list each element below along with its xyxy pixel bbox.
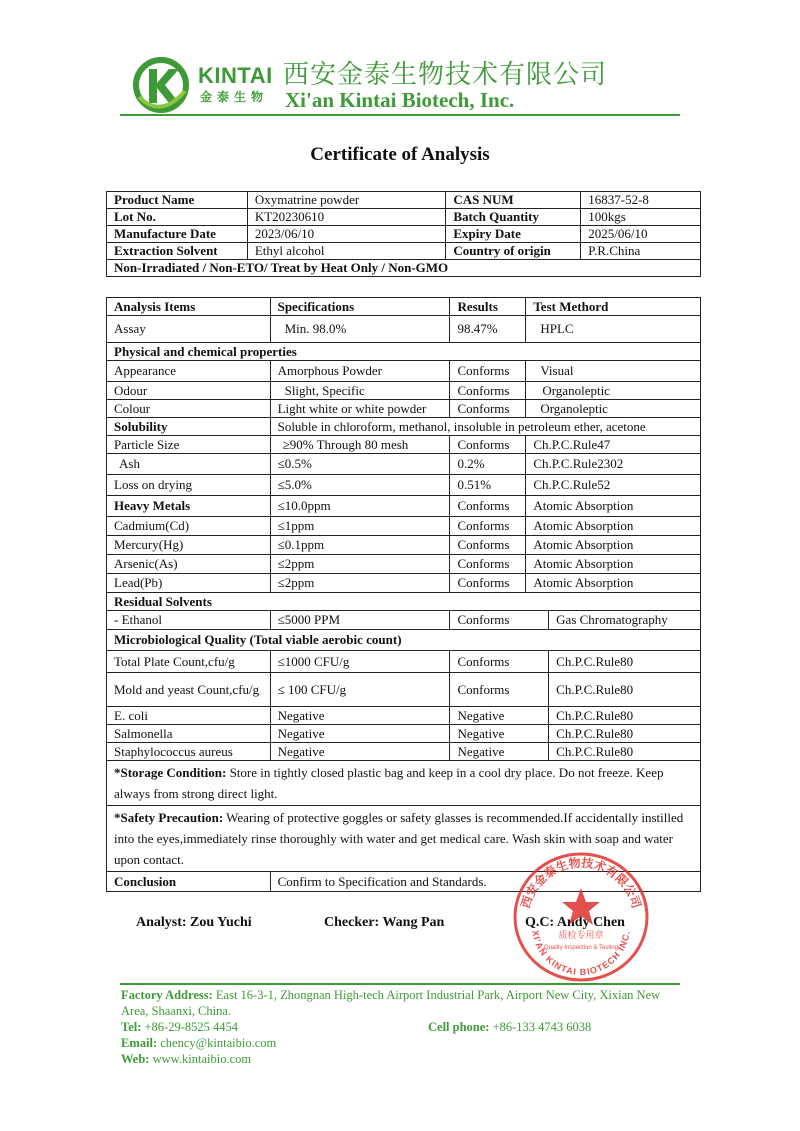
result-cell: Conforms [450,651,549,673]
item-cell: Mercury(Hg) [107,536,271,555]
table-row [107,226,701,243]
result-cell: 98.47% [450,316,526,343]
svg-text:XI'AN KINTAI BIOTECH INC.: XI'AN KINTAI BIOTECH INC. [530,929,632,978]
section-heading: Microbiological Quality (Total viable aerobic count) [107,630,701,651]
cell-value: +86-133 4743 6038 [492,1020,592,1034]
section-row [107,593,701,611]
spec-cell: ≥90% Through 80 mesh [270,436,450,454]
result-cell: Conforms [450,611,549,630]
info-label: Lot No. [107,209,248,226]
section-row [107,343,701,361]
spec-cell: Negative [270,725,450,743]
analysis-table [106,297,701,892]
result-cell: Conforms [450,555,526,574]
info-label: Product Name [107,192,248,209]
item-cell: Colour [107,400,271,418]
result-cell: Conforms [450,574,526,593]
result-cell: Conforms [450,436,526,454]
spec-cell: Min. 98.0% [270,316,450,343]
spec-cell: Slight, Specific [270,382,450,400]
spec-cell: ≤2ppm [270,574,450,593]
table-row [107,382,701,400]
company-seal-icon [510,850,652,985]
web-link[interactable]: www.kintaibio.com [152,1052,252,1066]
method-cell: Atomic Absorption [526,496,701,517]
checker-signature: Checker: Wang Pan [324,915,445,930]
company-name-en: Xi'an Kintai Biotech, Inc. [285,88,515,112]
table-row [107,707,701,725]
table-row [107,475,701,496]
storage-text: Store in tightly closed plastic bag and keep in a cool dry place. Do not freeze. Keep always from strong direct light. [114,765,664,801]
method-cell: Organoleptic [526,382,701,400]
column-header: Test Methord [526,298,701,316]
info-label: Manufacture Date [107,226,248,243]
method-cell: Atomic Absorption [526,555,701,574]
item-cell: Ash [107,454,271,475]
table-row [107,243,701,260]
cell-label: Cell phone: [428,1020,490,1034]
kintai-logo-icon [133,57,193,113]
table-row [107,316,701,343]
result-cell: Conforms [450,673,549,707]
table-row [107,192,701,209]
safety-text: Wearing of protective goggles or safety glasses is recommended.If accidentally instilled into the eyes,immediately rinse thoroughly with water and get medical care. Wash skin with soap and water upon contact. [114,810,684,867]
info-label: Country of origin [446,243,581,260]
item-cell: E. coli [107,707,271,725]
method-cell: Organoleptic [526,400,701,418]
table-row [107,743,701,761]
item-cell: Salmonella [107,725,271,743]
result-cell: Conforms [450,496,526,517]
item-cell: - Ethanol [107,611,271,630]
column-header: Specifications [270,298,450,316]
compliance-note: Non-Irradiated / Non-ETO/ Treat by Heat Only / Non-GMO [107,260,701,277]
header-divider [120,114,680,116]
spec-cell: Light white or white powder [270,400,450,418]
method-cell: Atomic Absorption [526,536,701,555]
table-header-row [107,298,701,316]
table-row [107,209,701,226]
result-cell: Negative [450,725,549,743]
info-label: Expiry Date [446,226,581,243]
svg-text:质检专用章: 质检专用章 [558,931,604,941]
method-cell: Ch.P.C.Rule80 [549,725,701,743]
method-cell: Ch.P.C.Rule47 [526,436,701,454]
result-cell: Conforms [450,361,526,382]
table-row [107,673,701,707]
info-value: 16837-52-8 [581,192,701,209]
table-row [107,611,701,630]
table-row [107,260,701,277]
method-cell: Visual [526,361,701,382]
svg-text:Quality Inspection & Testing: Quality Inspection & Testing [544,945,618,951]
item-cell: Solubility [107,418,271,436]
item-cell: Arsenic(As) [107,555,271,574]
storage-label: *Storage Condition: [114,765,227,780]
brand-name: KINTAI [198,63,273,88]
page-title: Certificate of Analysis [310,144,490,165]
section-heading: Residual Solvents [107,593,701,611]
section-heading: Physical and chemical properties [107,343,701,361]
table-row [107,555,701,574]
tel-label: Tel: [121,1020,142,1034]
item-cell: Cadmium(Cd) [107,517,271,536]
table-row [107,651,701,673]
factory-label: Factory Address: [121,988,213,1002]
info-label: CAS NUM [446,192,581,209]
table-row [107,517,701,536]
product-info-table [106,191,701,277]
info-value: P.R.China [581,243,701,260]
table-row [107,436,701,454]
method-cell: Ch.P.C.Rule2302 [526,454,701,475]
brand-name-cn: 金泰生物 [200,90,269,104]
analyst-signature: Analyst: Zou Yuchi [136,915,252,930]
email-link[interactable]: chency@kintaibio.com [160,1036,277,1050]
item-cell: Odour [107,382,271,400]
info-value: Oxymatrine powder [247,192,446,209]
table-row [107,725,701,743]
method-cell: Gas Chromatography [549,611,701,630]
footer-divider [120,983,680,985]
item-cell: Assay [107,316,271,343]
item-cell: Total Plate Count,cfu/g [107,651,271,673]
storage-condition [107,761,701,806]
web-line [121,1051,251,1067]
method-cell: Atomic Absorption [526,574,701,593]
svg-text:西安金泰生物技术有限公司: 西安金泰生物技术有限公司 [518,855,644,910]
item-cell: Appearance [107,361,271,382]
company-name-cn: 西安金泰生物技术有限公司 [283,60,608,90]
email-label: Email: [121,1036,158,1050]
info-value: 2023/06/10 [247,226,446,243]
spec-cell: Amorphous Powder [270,361,450,382]
spec-cell: ≤1ppm [270,517,450,536]
result-cell: Conforms [450,400,526,418]
section-row [107,630,701,651]
info-value: 2025/06/10 [581,226,701,243]
spec-cell: ≤0.5% [270,454,450,475]
tel-value: +86-29-8525 4454 [144,1020,238,1034]
info-value: Ethyl alcohol [247,243,446,260]
qc-signature: Q.C: Andy Chen [525,915,625,930]
table-row [107,496,701,517]
spec-cell: ≤5000 PPM [270,611,450,630]
spec-cell: ≤ 100 CFU/g [270,673,450,707]
spec-cell: ≤0.1ppm [270,536,450,555]
item-cell: Staphylococcus aureus [107,743,271,761]
item-cell: Lead(Pb) [107,574,271,593]
web-label: Web: [121,1052,150,1066]
cell-line [428,1019,591,1035]
table-row [107,761,701,806]
conclusion-label: Conclusion [107,872,271,892]
conclusion-text: Confirm to Specification and Standards. [270,872,700,892]
result-cell: 0.51% [450,475,526,496]
table-row [107,361,701,382]
info-label: Batch Quantity [446,209,581,226]
table-row [107,418,701,436]
spec-cell: ≤10.0ppm [270,496,450,517]
table-row [107,574,701,593]
factory-address [121,987,681,1019]
spec-cell: Negative [270,743,450,761]
method-cell: Ch.P.C.Rule52 [526,475,701,496]
spec-cell: ≤1000 CFU/g [270,651,450,673]
item-cell: Loss on drying [107,475,271,496]
item-cell: Mold and yeast Count,cfu/g [107,673,271,707]
column-header: Analysis Items [107,298,271,316]
spec-cell: ≤5.0% [270,475,450,496]
method-cell: Ch.P.C.Rule80 [549,651,701,673]
method-cell: Ch.P.C.Rule80 [549,743,701,761]
method-cell: Ch.P.C.Rule80 [549,707,701,725]
result-cell: Negative [450,743,549,761]
factory-address-text: East 16-3-1, Zhongnan High-tech Airport Industrial Park, Airport New City, Xixian New Area, Shaanxi, China. [121,988,661,1018]
item-cell: Heavy Metals [107,496,271,517]
item-cell: Particle Size [107,436,271,454]
method-cell: Ch.P.C.Rule80 [549,673,701,707]
result-cell: Negative [450,707,549,725]
safety-label: *Safety Precaution: [114,810,224,825]
info-label: Extraction Solvent [107,243,248,260]
tel-line [121,1019,238,1035]
result-cell: Conforms [450,517,526,536]
info-value: KT20230610 [247,209,446,226]
column-header: Results [450,298,526,316]
table-row [107,454,701,475]
email-line [121,1035,276,1051]
table-row [107,536,701,555]
result-cell: 0.2% [450,454,526,475]
result-cell: Conforms [450,382,526,400]
result-cell: Conforms [450,536,526,555]
method-cell: HPLC [526,316,701,343]
spec-cell: Negative [270,707,450,725]
info-value: 100kgs [581,209,701,226]
spec-cell: Soluble in chloroform, methanol, insoluble in petroleum ether, acetone [270,418,700,436]
method-cell: Atomic Absorption [526,517,701,536]
table-row [107,400,701,418]
spec-cell: ≤2ppm [270,555,450,574]
